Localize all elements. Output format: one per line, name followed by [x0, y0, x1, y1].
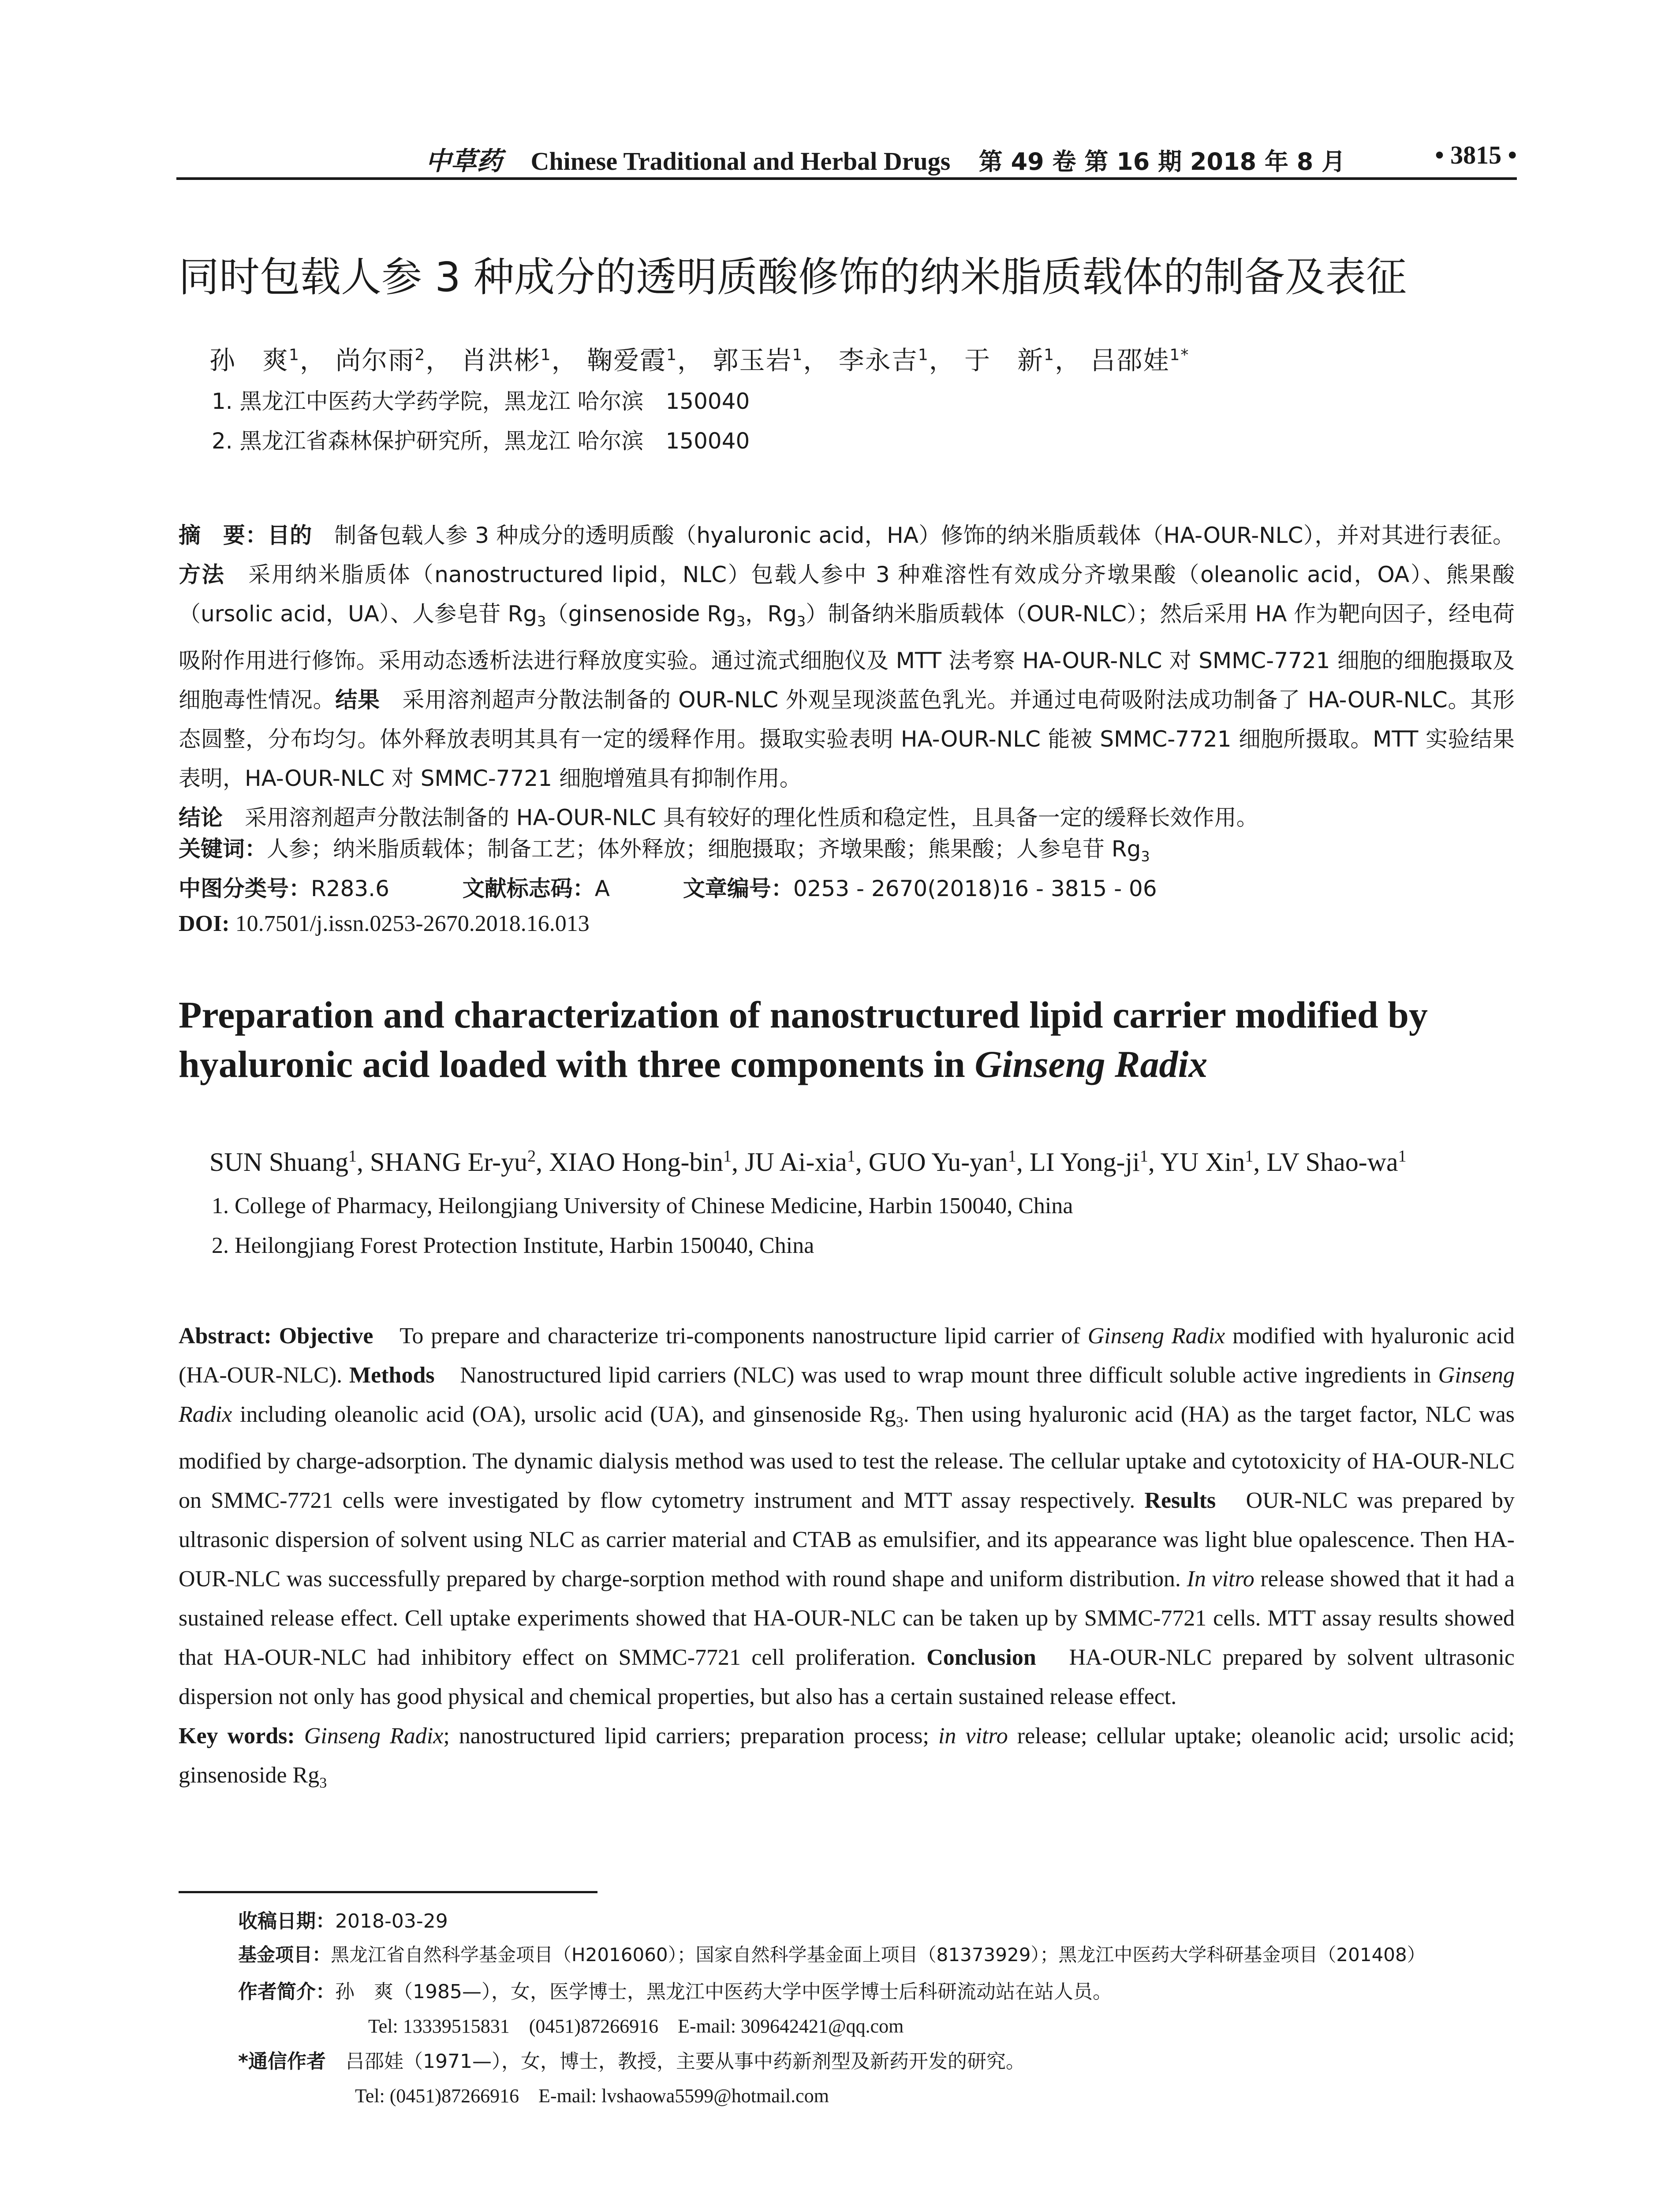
subscript: 3 [796, 613, 806, 630]
chinese-affiliation-2: 2. 黑龙江省森林保护研究所，黑龙江 哈尔滨 150040 [212, 428, 750, 454]
keywords-label: 关键词： [179, 836, 267, 862]
doc-code-label: 文献标志码： [462, 876, 595, 901]
doi-line [179, 911, 590, 937]
results-text: release showed that it had a sustained release effect. Cell uptake experiments showed that HA-OUR-NLC can be taken up by SMMC-7721 cells. MTT assay results showed that HA-OUR-NLC had inhibitory effect on SMMC-7721 cell proliferation. [179, 1566, 1515, 1671]
author: 尚尔雨$^2$ [335, 345, 426, 375]
author: 鞠爱霞$^1$ [587, 345, 677, 375]
author: LI Yong-$ji^1$ [1029, 1147, 1148, 1177]
results-label: 结果 [335, 687, 380, 713]
italic-term: In vitro [1187, 1566, 1254, 1592]
chinese-abstract [179, 516, 1515, 837]
doc-code-value: A [594, 876, 610, 901]
subscript: 3 [896, 1414, 903, 1431]
conclusion-label: 结论 [179, 805, 223, 830]
objective-label: 目的 [267, 523, 312, 548]
subscript: 3 [1141, 848, 1150, 865]
footnote-author-contact: Tel: 13339515831 (0451)87266916 E-mail: 309642421@qq.com [368, 2015, 904, 2037]
subscript: 3 [736, 613, 746, 630]
english-affiliation-2: 2. Heilongjiang Forest Protection Institute, Harbin 150040, China [212, 1233, 814, 1258]
methods-text: （ginsenoside Rg [546, 601, 736, 627]
author: LV Shao-$wa^1$ [1266, 1147, 1407, 1177]
objective-text: 制备包载人参 3 种成分的透明质酸（hyaluronic acid，HA）修饰的纳米脂质载体（HA-OUR-NLC），并对其进行表征。 [312, 523, 1515, 548]
english-abstract [179, 1316, 1515, 1803]
footnote-corresponding-contact: Tel: (0451)87266916 E-mail: lvshaowa5599@hotmail.com [355, 2085, 829, 2107]
keywords-text: release; cellular uptake; oleanolic acid; ursolic acid; ginsenoside Rg [179, 1723, 1515, 1788]
clc-label: 中图分类号： [179, 876, 311, 901]
keywords-text: ; nanostructured lipid carriers; preparation process; [443, 1723, 938, 1749]
conclusion-label: Conclusion [926, 1645, 1036, 1671]
methods-text: ）制备纳米脂质载体（OUR-NLC）；然后采用 HA 作为靶向因子，经电荷吸附作用进行修饰。采用动态透析法进行释放度实验。通过流式细胞仪及 MTT 法考察 HA-OUR-NLC 对 SMMC-7721 细胞的细胞摄取及细胞毒性情况。 [179, 601, 1515, 713]
journal-issue: 第 49 卷 第 16 期 2018 年 8 月 [978, 148, 1346, 176]
chinese-authors: 孙 爽$^1$， 尚尔雨$^2$， 肖洪彬$^1$， 鞠爱霞$^1$， 郭玉岩$^1$， 李永吉$^1$， 于 新$^1$， 吕邵娃$^{1*}$ [209, 345, 1190, 375]
methods-label: 方法 [179, 562, 225, 587]
methods-text: including oleanolic acid (OA), ursolic acid (UA), and ginsenoside Rg [232, 1402, 896, 1427]
article-no-value: 0253 - 2670(2018)16 - 3815 - 06 [793, 876, 1157, 901]
results-text: 采用溶剂超声分散法制备的 OUR-NLC 外观呈现淡蓝色乳光。并通过电荷吸附法成功制备了 HA-OUR-NLC。其形态圆整，分布均匀。体外释放表明其具有一定的缓释作用。摄取实验表明 HA-OUR-NLC 能被 SMMC-7721 细胞所摄取。MTT 实验结果表明，HA-OUR-NLC 对 SMMC-7721 细胞增殖具有抑制作用。 [179, 687, 1515, 791]
chinese-affiliation-1: 1. 黑龙江中医药大学药学院，黑龙江 哈尔滨 150040 [212, 389, 750, 414]
english-title-text: Preparation and characterization of nanostructured lipid carrier modified by hyaluronic acid loaded with three components in [179, 994, 1428, 1085]
author: JU Ai-xia$^1$ [745, 1147, 855, 1177]
author: 孙 爽$^1$ [209, 345, 300, 375]
chinese-keywords [179, 831, 1150, 865]
journal-name-en: Chinese Traditional and Herbal Drugs [530, 147, 951, 176]
author: 郭玉岩$^1$ [713, 345, 803, 375]
italic-term: Ginseng Radix [179, 1363, 1515, 1427]
english-affiliation-1: 1. College of Pharmacy, Heilongjiang University of Chinese Medicine, Harbin 150040, China [212, 1193, 1073, 1218]
footnote-corresponding: *通信作者 吕邵娃（1971—），女，博士，教授，主要从事中药新剂型及新药开发的研究。 [238, 2050, 1025, 2073]
abstract-objective-label: Abstract: Objective [179, 1323, 373, 1349]
header-rule [176, 177, 1517, 180]
clc-value: R283.6 [311, 876, 389, 901]
results-text: OUR-NLC was prepared by ultrasonic dispersion of solvent using NLC as carrier material and CTAB as emulsifier, and its appearance was light blue opalescence. Then HA-OUR-NLC was successfully prepared by charge-sorption method with round shape and uniform distribution. [179, 1488, 1515, 1592]
italic-term: Ginseng Radix [304, 1723, 444, 1749]
author: GUO Yu-yan$^1$ [868, 1147, 1016, 1177]
english-authors: SUN Shuang$^1$, SHANG $Er-yu^2$, XIAO Hong-bin$^1$, JU Ai-xia$^1$, GUO Yu-yan$^1$, LI Yong-$ji^1$, YU Xin$^1$, LV Shao-$wa^1$ [209, 1147, 1407, 1177]
methods-text: 采用纳米脂质体（nanostructured lipid，NLC）包载人参中 3 种难溶性有效成分齐墩果酸（oleanolic acid，OA）、熊果酸（ursolic acid，UA）、人参皂苷 Rg [179, 562, 1515, 627]
footnote-author: 作者简介：孙 爽（1985—），女，医学博士，黑龙江中医药大学中医学博士后科研流动站在站人员。 [238, 1981, 1112, 2003]
english-title-italic: Ginseng Radix [974, 1043, 1208, 1085]
english-title [179, 990, 1515, 1089]
keywords-label: Key words: [179, 1723, 295, 1749]
italic-term: Ginseng Radix [1087, 1323, 1225, 1349]
conclusion-text: HA-OUR-NLC prepared by solvent ultrasonic dispersion not only has good physical and chemical properties, but also has a certain sustained release effect. [179, 1645, 1515, 1710]
results-label: Results [1144, 1488, 1216, 1514]
article-no-label: 文章编号： [683, 876, 793, 901]
italic-term: in vitro [938, 1723, 1008, 1749]
author: SHANG $Er-yu^2$ [370, 1147, 536, 1177]
doi-value[interactable]: 10.7501/j.issn.0253-2670.2018.16.013 [229, 911, 590, 936]
author: YU Xin$^1$ [1160, 1147, 1254, 1177]
methods-label: Methods [349, 1363, 435, 1388]
subscript: 3 [319, 1775, 327, 1791]
methods-text: ，Rg [745, 601, 797, 627]
author: 肖洪彬$^1$ [461, 345, 552, 375]
classification-line [179, 871, 1157, 903]
chinese-title: 同时包载人参 3 种成分的透明质酸修饰的纳米脂质载体的制备及表征 [179, 254, 1407, 301]
doi-label: DOI: [179, 911, 230, 936]
author: SUN Shuang$^1$ [209, 1147, 357, 1177]
journal-name-cn: 中草药 [426, 146, 503, 176]
abstract-label: 摘 要： [179, 523, 268, 548]
objective-text: modified with hyaluronic acid (HA-OUR-NLC). [179, 1323, 1515, 1388]
journal-masthead [426, 140, 1345, 177]
methods-text: Nanostructured lipid carriers (NLC) was used to wrap mount three difficult soluble active ingredients in [434, 1363, 1438, 1388]
subscript: 3 [537, 613, 546, 630]
author: 吕邵娃$^{1*}$ [1090, 345, 1190, 375]
footnote-fund: 基金项目：黑龙江省自然科学基金项目（H2016060）；国家自然科学基金面上项目（81373929）；黑龙江中医药大学科研基金项目（201408） [238, 1944, 1426, 1966]
author: XIAO Hong-bin$^1$ [549, 1147, 732, 1177]
page-number: • 3815 • [1435, 141, 1517, 169]
author: 于 新$^1$ [964, 345, 1055, 375]
objective-text: To prepare and characterize tri-components nanostructure lipid carrier of [373, 1323, 1088, 1349]
footnote-received: 收稿日期：2018-03-29 [238, 1910, 448, 1932]
running-header [179, 140, 1517, 176]
methods-text: . Then using hyaluronic acid (HA) as the target factor, NLC was modified by charge-adsorption. The dynamic dialysis method was used to test the release. The cellular uptake and cytotoxicity of HA-OUR-NLC on SMMC-7721 cells were investigated by flow cytometry instrument and MTT assay respectively. [179, 1402, 1515, 1514]
author: 李永吉$^1$ [838, 345, 929, 375]
footnote-rule [179, 1891, 597, 1893]
keywords-text: 人参；纳米脂质载体；制备工艺；体外释放；细胞摄取；齐墩果酸；熊果酸；人参皂苷 Rg [267, 836, 1141, 862]
conclusion-text: 采用溶剂超声分散法制备的 HA-OUR-NLC 具有较好的理化性质和稳定性，且具备一定的缓释长效作用。 [223, 805, 1258, 830]
